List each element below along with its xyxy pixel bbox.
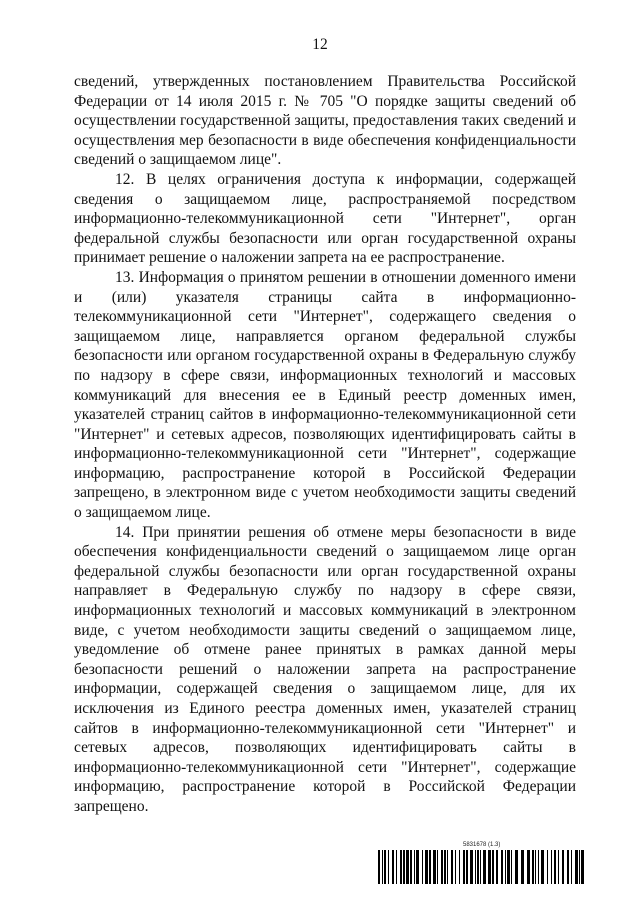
paragraph-14: 14. При принятии решения об отмене меры безопасности в виде обеспечения конфиденциальности сведений о защищаемом лице орган федеральной службы безопасности или орган государственной охраны направляет в Федеральную службу по надзору в сфере связи, информационных технологий и массовых коммуникаций в электронном виде, с учетом необходимости защиты сведений о защищаемом лице, уведомление об отмене ранее принятых в рамках данной меры безопасности решений о наложении запрета на распространение информации, содержащей сведения о защищаемом лице, для их исключения из Единого реестра доменных имен, указателей страниц сайтов в информационно-телекоммуникационной сети "Интернет" и сетевых адресов, позволяющих идентифицировать сайты в информационно-телекоммуникационной сети "Интернет", содержащие информацию, распространение которой в Российской Федерации запрещено. [74,523,576,815]
paragraph-continuation: сведений, утвержденных постановлением Правительства Российской Федерации от 14 июля 2015 г. № 705 "О порядке защиты сведений об осуществлении государственной защиты, предоставления таких сведений и осуществления мер безопасности в виде обеспечения конфиденциальности сведений о защищаемом лице". [74,73,576,169]
paragraph-12: 12. В целях ограничения доступа к информации, содержащей сведения о защищаемом лице, распространяемой посредством информационно-телекоммуникационной сети "Интернет", орган федеральной службы безопасности или орган государственной охраны принимает решение о наложении запрета на ее распространение. [74,170,576,267]
document-body [74,72,576,817]
barcode-caption: 5831678 (1.3) [463,842,501,848]
paragraph-13: 13. Информация о принятом решении в отношении доменного имени и (или) указателя страницы сайта в информационно-телекоммуникационной сети "Интернет", содержащего сведения о защищаемом лице, направляется органом федеральной службы безопасности или органом государственной охраны в Федеральную службу по надзору в сфере связи, информационных технологий и массовых коммуникаций для внесения ее в Единый реестр доменных имен, указателей страниц сайтов в информационно-телекоммуникационной сети "Интернет" и сетевых адресов, позволяющих идентифицировать сайты в информационно-телекоммуникационной сети "Интернет", содержащие информацию, распространение которой в Российской Федерации запрещено, в электронном виде с учетом необходимости защиты сведений о защищаемом лице. [74,268,576,522]
barcode-icon [378,850,588,886]
page-number: 12 [312,36,328,53]
